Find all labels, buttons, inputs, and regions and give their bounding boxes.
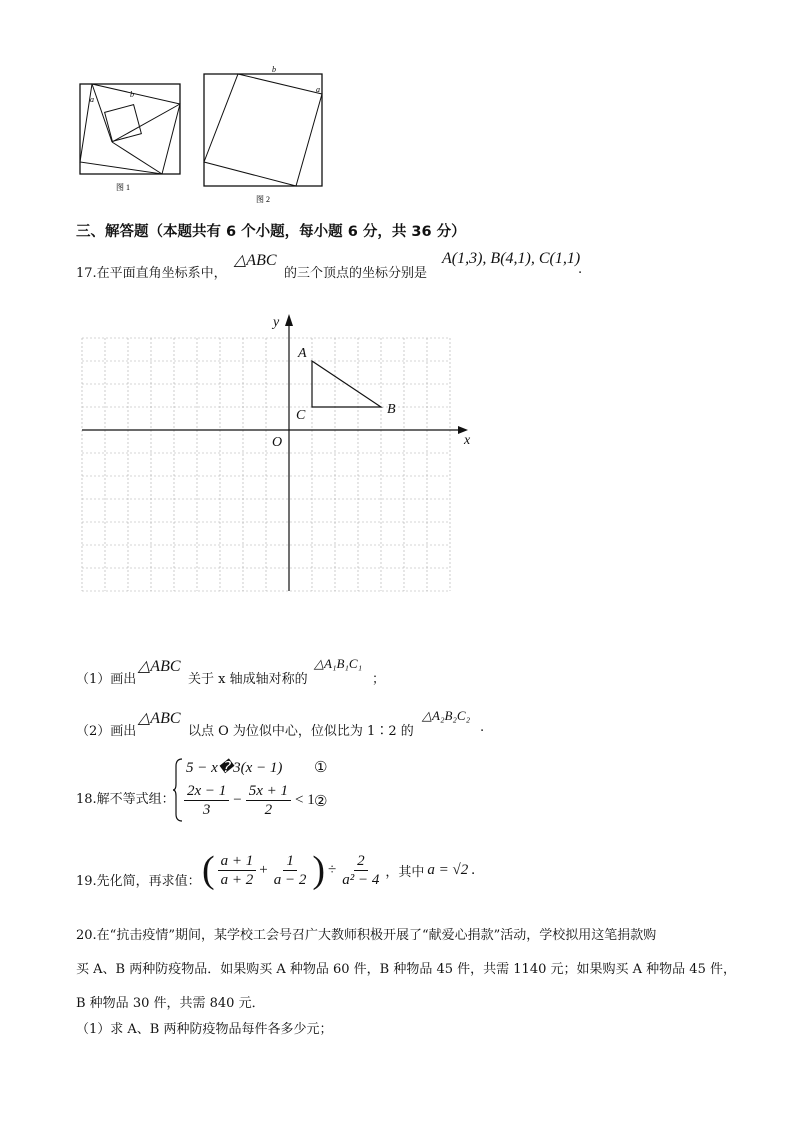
q17-part1-mid: 关于 x 轴成轴对称的 <box>188 672 308 687</box>
q17-part1-end: ； <box>372 672 386 687</box>
section-heading: 三、解答题（本题共有 6 个小题，每小题 6 分，共 36 分） <box>76 224 466 240</box>
q17-part1-target: △A₁B₁C₁ <box>314 656 363 671</box>
q19-plus: + <box>259 861 268 878</box>
q19-frac3 <box>339 852 382 889</box>
q17-intro: 17.在平面直角坐标系中， <box>76 266 227 281</box>
q19-frac3-num: 2 <box>354 852 368 871</box>
fig1-caption: 图 1 <box>116 183 130 192</box>
q19-frac2 <box>271 852 310 889</box>
point-a-label: A <box>298 346 307 361</box>
q18-frac1 <box>184 782 229 819</box>
y-axis-arrow <box>285 314 293 326</box>
q19-frac1 <box>218 852 257 889</box>
q19-expression <box>202 850 475 890</box>
figure-2 <box>200 64 330 206</box>
q18-frac1-num: 2x − 1 <box>184 782 229 801</box>
q17-mid: 的三个顶点的坐标分别是 <box>284 266 428 281</box>
q19-value: a = √2 <box>427 861 469 878</box>
q17-triangle: △ABC <box>234 252 277 269</box>
q19-paren-open: ( <box>202 849 215 891</box>
q17-part2-tri: △ABC <box>138 710 181 727</box>
q19-frac2-num: 1 <box>283 852 297 871</box>
q17-coords: A(1,3), B(4,1), C(1,1) <box>442 250 581 267</box>
q19-label: 19.先化简，再求值： <box>76 874 201 889</box>
q20-line2: 买 A、B 两种防疫物品．如果购买 A 种物品 60 件，B 种物品 45 件，共需 1140 元；如果购买 A 种物品 45 件， <box>76 962 736 977</box>
q20-line3: B 种物品 30 件，共需 840 元． <box>76 996 265 1011</box>
q18-brace <box>172 758 184 822</box>
q18-mark1: ① <box>314 758 328 776</box>
origin-label: O <box>272 435 283 450</box>
q18-ineq2 <box>184 782 315 819</box>
fig2-caption: 图 2 <box>256 195 270 204</box>
figure-1 <box>78 82 184 194</box>
q19-frac2-den: a − 2 <box>273 871 307 888</box>
fig2-label-b: b <box>272 65 276 74</box>
q18-rest: < 1 <box>295 792 315 808</box>
point-b-label: B <box>387 402 396 417</box>
q18-frac1-den: 3 <box>202 802 211 818</box>
fig1-label-b: b <box>130 90 134 99</box>
point-c-label: C <box>296 408 306 423</box>
q17-part2-end: . <box>480 720 485 735</box>
fig1-label-a: a <box>90 95 94 104</box>
q18-frac2-num: 5x + 1 <box>246 782 291 801</box>
q17-part1-prefix: （1）画出 <box>76 672 137 687</box>
q19-frac1-den: a + 2 <box>220 871 254 888</box>
y-axis-label: y <box>273 315 280 330</box>
q18-frac2 <box>246 782 291 819</box>
q19-frac1-num: a + 1 <box>218 852 257 871</box>
q19-div: ÷ <box>328 861 337 878</box>
q20-line1: 20.在“抗击疫情”期间，某学校工会号召广大教师积极开展了“献爱心捐款”活动，学校拟用这笔捐款购 <box>76 928 657 943</box>
q19-where: ，其中 <box>385 864 425 880</box>
q18-ineq1: 5 − x�3(x − 1) <box>186 760 283 776</box>
q18-mark2: ② <box>314 792 328 810</box>
q17-part2-prefix: （2）画出 <box>76 724 137 739</box>
q17-part2-mid: 以点 O 为位似中心，位似比为 1∶2 的 <box>188 724 414 739</box>
fig2-label-a: a <box>316 85 320 94</box>
q17-part1-tri: △ABC <box>138 658 181 675</box>
question-18 <box>76 756 376 826</box>
q19-frac3-den: a² − 4 <box>342 871 380 888</box>
q18-minus: − <box>233 792 242 808</box>
q17-end: . <box>578 262 583 277</box>
q17-part2-target: △A₂B₂C₂ <box>422 708 471 723</box>
coordinate-grid <box>70 308 490 598</box>
x-axis-label: x <box>464 433 471 448</box>
q18-label: 18.解不等式组： <box>76 792 175 807</box>
q19-end: . <box>471 861 476 878</box>
q20-part1: （1）求 A、B 两种防疫物品每件各多少元； <box>76 1022 333 1037</box>
q19-paren-close: ) <box>312 849 326 891</box>
q18-frac2-den: 2 <box>264 802 273 818</box>
